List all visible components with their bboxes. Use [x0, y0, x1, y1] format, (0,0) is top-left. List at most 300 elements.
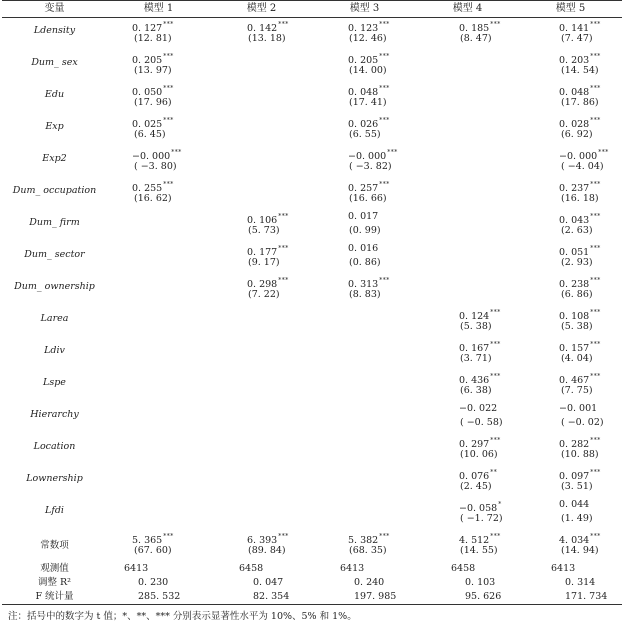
model-2-cell: [210, 338, 313, 370]
coefficient: [519, 242, 622, 256]
t-value: (10. 88): [561, 449, 599, 460]
header-model-5: 模型 5: [519, 1, 622, 18]
coefficient-value: 0. 255: [132, 183, 163, 194]
header-model-2: 模型 2: [210, 1, 313, 18]
coefficient-value: 0. 142: [247, 23, 278, 34]
t-value: (6. 38): [460, 385, 492, 396]
coefficient: [519, 50, 622, 64]
coefficient: [416, 466, 519, 480]
coefficient: [416, 498, 519, 512]
table-row: [2, 530, 622, 562]
model-3-cell: [313, 146, 416, 178]
t-value: (3. 71): [460, 353, 492, 364]
coefficient: [519, 146, 622, 160]
t-value: (16. 66): [349, 193, 387, 204]
coefficient: [519, 114, 622, 128]
t-value: (17. 86): [561, 97, 599, 108]
coefficient: [519, 178, 622, 192]
table-row: [2, 370, 622, 402]
footer-value: 285. 532: [107, 590, 210, 605]
coefficient: [519, 210, 622, 224]
model-2-cell: [210, 466, 313, 498]
significance-stars: ***: [379, 117, 390, 124]
coefficient-value: 0. 205: [348, 55, 379, 66]
model-3-cell: [313, 530, 416, 562]
table-row: [2, 242, 622, 274]
table-row: [2, 18, 622, 51]
model-4-cell: [416, 242, 519, 274]
coefficient: [313, 178, 416, 192]
coefficient-value: 0. 106: [247, 215, 278, 226]
t-value: (2. 93): [561, 257, 593, 268]
t-value: (14. 55): [460, 545, 498, 556]
model-4-cell: [416, 146, 519, 178]
model-5-cell: [519, 402, 622, 434]
coefficient-value: 0. 048: [348, 87, 379, 98]
coefficient-value: −0. 000: [348, 151, 387, 162]
coefficient-value: 0. 017: [348, 211, 379, 222]
model-4-cell: [416, 402, 519, 434]
model-1-cell: [107, 402, 210, 434]
row-label: Edu: [44, 89, 65, 100]
coefficient: [313, 242, 416, 256]
coefficient-value: 0. 238: [559, 279, 590, 290]
model-4-cell: [416, 370, 519, 402]
coefficient: [519, 466, 622, 480]
coefficient-value: 0. 203: [559, 55, 590, 66]
t-value: (0. 99): [349, 225, 381, 236]
model-5-cell: [519, 274, 622, 306]
significance-stars: ***: [163, 85, 174, 92]
model-2-cell: [210, 114, 313, 146]
model-3-cell: [313, 18, 416, 51]
model-5-cell: [519, 338, 622, 370]
model-5-cell: [519, 114, 622, 146]
footer-value: 0. 240: [354, 577, 385, 588]
model-5-cell: [519, 466, 622, 498]
significance-stars: ***: [590, 213, 601, 220]
model-1-cell: [107, 18, 210, 51]
t-value: (6. 92): [561, 129, 593, 140]
t-value: (14. 54): [561, 65, 599, 76]
model-1-cell: [107, 178, 210, 210]
coefficient: [519, 402, 622, 416]
model-1-cell: [107, 370, 210, 402]
model-1-cell: [107, 242, 210, 274]
significance-stars: ***: [490, 309, 501, 316]
row-label: Ldiv: [44, 345, 65, 356]
t-value: (5. 38): [561, 321, 593, 332]
model-5-cell: [519, 82, 622, 114]
significance-stars: ***: [590, 53, 601, 60]
coefficient-value: 0. 050: [132, 87, 163, 98]
significance-stars: ***: [590, 181, 601, 188]
t-value: (7. 75): [561, 385, 593, 396]
significance-stars: ***: [379, 53, 390, 60]
coefficient-value: 0. 127: [132, 23, 163, 34]
model-3-cell: [313, 210, 416, 242]
model-2-cell: [210, 274, 313, 306]
row-label: Dum_ firm: [29, 217, 80, 228]
row-label: Dum_ occupation: [12, 185, 97, 196]
model-3-cell: [313, 498, 416, 530]
coefficient: [313, 274, 416, 288]
t-value: (67. 60): [134, 545, 172, 556]
table-row: [2, 178, 622, 210]
coefficient-value: −0. 000: [559, 151, 598, 162]
model-4-cell: [416, 210, 519, 242]
significance-stars: ***: [590, 469, 601, 476]
model-5-cell: [519, 146, 622, 178]
table-row: [2, 338, 622, 370]
model-1-cell: [107, 114, 210, 146]
t-value: (2. 45): [460, 481, 492, 492]
model-4-cell: [416, 530, 519, 562]
footer-row: [2, 590, 622, 605]
row-label: Dum_ sector: [24, 249, 85, 260]
coefficient-value: 0. 436: [459, 375, 490, 386]
model-4-cell: [416, 114, 519, 146]
t-value: (5. 38): [460, 321, 492, 332]
significance-stars: ***: [163, 181, 174, 188]
coefficient-value: 0. 026: [348, 119, 379, 130]
model-4-cell: [416, 50, 519, 82]
t-value: (13. 18): [248, 33, 286, 44]
t-value: (8. 83): [349, 289, 381, 300]
significance-stars: ***: [590, 373, 601, 380]
footer-value: 82. 354: [210, 590, 313, 605]
coefficient: [519, 82, 622, 96]
footer-value: 0. 103: [465, 577, 496, 588]
model-1-cell: [107, 82, 210, 114]
significance-stars: ***: [490, 21, 501, 28]
significance-stars: ***: [590, 341, 601, 348]
model-4-cell: [416, 82, 519, 114]
header-variable: 变量: [2, 1, 107, 18]
coefficient: [313, 210, 416, 224]
significance-stars: ***: [163, 117, 174, 124]
t-value: (16. 18): [561, 193, 599, 204]
coefficient-value: 0. 124: [459, 311, 490, 322]
t-value: ( −0. 02): [561, 417, 604, 428]
footer-value: 0. 047: [253, 577, 284, 588]
footer-value: 95. 626: [416, 590, 519, 605]
header-row: [2, 1, 622, 18]
t-value: (89. 84): [248, 545, 286, 556]
table-row: [2, 82, 622, 114]
model-1-cell: [107, 498, 210, 530]
t-value: (3. 51): [561, 481, 593, 492]
t-value: (7. 47): [561, 33, 593, 44]
coefficient-value: 0. 016: [348, 243, 379, 254]
model-1-cell: [107, 466, 210, 498]
significance-stars: ***: [379, 21, 390, 28]
t-value: ( −3. 80): [134, 161, 177, 172]
coefficient-value: 0. 048: [559, 87, 590, 98]
significance-stars: ***: [379, 181, 390, 188]
footer-value: 0. 230: [138, 577, 169, 588]
t-value: (17. 41): [349, 97, 387, 108]
coefficient: [519, 434, 622, 448]
significance-stars: ***: [598, 149, 609, 156]
t-value: ( −4. 04): [561, 161, 604, 172]
coefficient-value: 5. 365: [132, 535, 163, 546]
t-value: (12. 81): [134, 33, 172, 44]
model-3-cell: [313, 242, 416, 274]
significance-stars: ***: [278, 21, 289, 28]
model-5-cell: [519, 50, 622, 82]
coefficient: [519, 306, 622, 320]
model-5-cell: [519, 306, 622, 338]
row-label: Larea: [40, 313, 69, 324]
model-3-cell: [313, 466, 416, 498]
coefficient: [519, 498, 622, 512]
significance-stars: ***: [590, 277, 601, 284]
coefficient-value: 0. 177: [247, 247, 278, 258]
coefficient-value: 0. 123: [348, 23, 379, 34]
model-5-cell: [519, 434, 622, 466]
significance-stars: ***: [278, 245, 289, 252]
coefficient-value: 0. 157: [559, 343, 590, 354]
significance-stars: ***: [163, 533, 174, 540]
coefficient-value: 0. 297: [459, 439, 490, 450]
model-1-cell: [107, 146, 210, 178]
model-2-cell: [210, 306, 313, 338]
coefficient: [416, 370, 519, 384]
coefficient-value: −0. 022: [459, 403, 498, 414]
row-label: Exp: [45, 121, 64, 132]
model-4-cell: [416, 18, 519, 51]
t-value: ( −0. 58): [460, 417, 503, 428]
model-1-cell: [107, 274, 210, 306]
significance-stars: ***: [163, 21, 174, 28]
model-1-cell: [107, 434, 210, 466]
model-3-cell: [313, 82, 416, 114]
significance-stars: ***: [590, 533, 601, 540]
header-model-1: 模型 1: [107, 1, 210, 18]
model-2-cell: [210, 50, 313, 82]
coefficient: [107, 50, 210, 64]
t-value: (17. 96): [134, 97, 172, 108]
footer-row: [2, 576, 622, 590]
coefficient-value: −0. 000: [132, 151, 171, 162]
coefficient-value: 0. 108: [559, 311, 590, 322]
row-label: Lfdi: [45, 505, 64, 516]
model-4-cell: [416, 466, 519, 498]
table-row: [2, 146, 622, 178]
footer-label: F 统计量: [2, 590, 107, 605]
table-row: [2, 466, 622, 498]
coefficient-value: 6. 393: [247, 535, 278, 546]
significance-stars: ***: [590, 245, 601, 252]
table-note: 注：括号中的数字为 t 值；*、**、*** 分别表示显著性水平为 10%、5% 和 1%。: [8, 611, 357, 622]
row-label: Exp2: [42, 153, 67, 164]
model-4-cell: [416, 178, 519, 210]
coefficient: [519, 338, 622, 352]
row-label: 常数项: [40, 540, 69, 551]
coefficient-value: 0. 467: [559, 375, 590, 386]
coefficient-value: 0. 076: [459, 471, 490, 482]
coefficient: [416, 306, 519, 320]
table-row: [2, 434, 622, 466]
footer-value: 6413: [340, 563, 365, 574]
table-row: [2, 306, 622, 338]
significance-stars: ***: [490, 373, 501, 380]
row-label: Hierarchy: [30, 409, 79, 420]
coefficient: [416, 530, 519, 544]
t-value: (6. 45): [134, 129, 166, 140]
coefficient: [210, 18, 313, 32]
coefficient-value: 0. 205: [132, 55, 163, 66]
coefficient: [313, 530, 416, 544]
significance-stars: ***: [490, 533, 501, 540]
t-value: ( −3. 82): [349, 161, 392, 172]
t-value: ( −1. 72): [460, 513, 503, 524]
significance-stars: ***: [278, 213, 289, 220]
model-4-cell: [416, 306, 519, 338]
coefficient-value: 5. 382: [348, 535, 379, 546]
coefficient-value: 0. 044: [559, 499, 590, 510]
model-2-cell: [210, 242, 313, 274]
coefficient-value: 0. 282: [559, 439, 590, 450]
t-value: (12. 46): [349, 33, 387, 44]
footer-value: 6458: [239, 563, 264, 574]
model-2-cell: [210, 210, 313, 242]
model-3-cell: [313, 114, 416, 146]
coefficient-value: 0. 043: [559, 215, 590, 226]
table-row: [2, 210, 622, 242]
significance-stars: ***: [590, 437, 601, 444]
coefficient-value: 0. 051: [559, 247, 590, 258]
t-value: (16. 62): [134, 193, 172, 204]
significance-stars: ***: [379, 277, 390, 284]
model-5-cell: [519, 242, 622, 274]
model-3-cell: [313, 50, 416, 82]
model-3-cell: [313, 274, 416, 306]
table-row: [2, 114, 622, 146]
row-label: Location: [33, 441, 76, 452]
footer-value: 171. 734: [519, 590, 622, 605]
coefficient-value: 0. 028: [559, 119, 590, 130]
model-4-cell: [416, 434, 519, 466]
significance-stars: ***: [590, 85, 601, 92]
coefficient: [107, 82, 210, 96]
coefficient: [519, 370, 622, 384]
coefficient: [313, 82, 416, 96]
t-value: (5. 73): [248, 225, 280, 236]
t-value: (1. 49): [561, 513, 593, 524]
table-row: [2, 402, 622, 434]
significance-stars: ***: [278, 277, 289, 284]
t-value: (0. 86): [349, 257, 381, 268]
footer-label: 观测值: [40, 563, 69, 574]
model-2-cell: [210, 434, 313, 466]
coefficient: [313, 146, 416, 160]
coefficient: [519, 18, 622, 32]
significance-stars: ***: [387, 149, 398, 156]
model-4-cell: [416, 274, 519, 306]
coefficient-value: 0. 237: [559, 183, 590, 194]
model-1-cell: [107, 338, 210, 370]
coefficient-value: 4. 512: [459, 535, 490, 546]
row-label: Dum_ ownership: [14, 281, 95, 292]
model-3-cell: [313, 338, 416, 370]
coefficient: [210, 210, 313, 224]
model-1-cell: [107, 530, 210, 562]
model-2-cell: [210, 530, 313, 562]
model-2-cell: [210, 498, 313, 530]
t-value: (14. 94): [561, 545, 599, 556]
model-5-cell: [519, 530, 622, 562]
model-1-cell: [107, 50, 210, 82]
coefficient: [210, 274, 313, 288]
significance-stars: ***: [163, 53, 174, 60]
model-3-cell: [313, 402, 416, 434]
footer-value: 6413: [551, 563, 576, 574]
model-5-cell: [519, 178, 622, 210]
row-label: Lspe: [43, 377, 66, 388]
footer-label: 调整 R²: [38, 577, 71, 588]
coefficient-value: 0. 025: [132, 119, 163, 130]
coefficient: [313, 18, 416, 32]
coefficient-value: −0. 058: [459, 503, 498, 514]
table-row: [2, 498, 622, 530]
row-label: Lownership: [26, 473, 83, 484]
t-value: (10. 06): [460, 449, 498, 460]
model-1-cell: [107, 306, 210, 338]
coefficient-value: 0. 141: [559, 23, 590, 34]
model-2-cell: [210, 178, 313, 210]
model-5-cell: [519, 370, 622, 402]
t-value: (13. 97): [134, 65, 172, 76]
significance-stars: ***: [490, 341, 501, 348]
coefficient: [313, 50, 416, 64]
coefficient: [107, 178, 210, 192]
coefficient: [416, 402, 519, 416]
model-2-cell: [210, 18, 313, 51]
model-1-cell: [107, 210, 210, 242]
header-model-4: 模型 4: [416, 1, 519, 18]
t-value: (14. 00): [349, 65, 387, 76]
coefficient: [107, 18, 210, 32]
model-2-cell: [210, 146, 313, 178]
coefficient-value: −0. 001: [559, 403, 598, 414]
model-5-cell: [519, 18, 622, 51]
t-value: (8. 47): [460, 33, 492, 44]
footer-value: 6413: [124, 563, 149, 574]
significance-stars: ***: [590, 309, 601, 316]
t-value: (7. 22): [248, 289, 280, 300]
footer-row: [2, 562, 622, 576]
header-model-3: 模型 3: [313, 1, 416, 18]
significance-stars: ***: [379, 85, 390, 92]
significance-stars: ***: [171, 149, 182, 156]
significance-stars: ***: [590, 117, 601, 124]
model-2-cell: [210, 82, 313, 114]
model-2-cell: [210, 370, 313, 402]
coefficient-value: 0. 257: [348, 183, 379, 194]
model-5-cell: [519, 498, 622, 530]
coefficient-value: 0. 167: [459, 343, 490, 354]
t-value: (4. 04): [561, 353, 593, 364]
model-5-cell: [519, 210, 622, 242]
t-value: (6. 55): [349, 129, 381, 140]
coefficient: [416, 338, 519, 352]
model-3-cell: [313, 370, 416, 402]
coefficient: [107, 146, 210, 160]
significance-stars: ***: [379, 533, 390, 540]
model-3-cell: [313, 306, 416, 338]
